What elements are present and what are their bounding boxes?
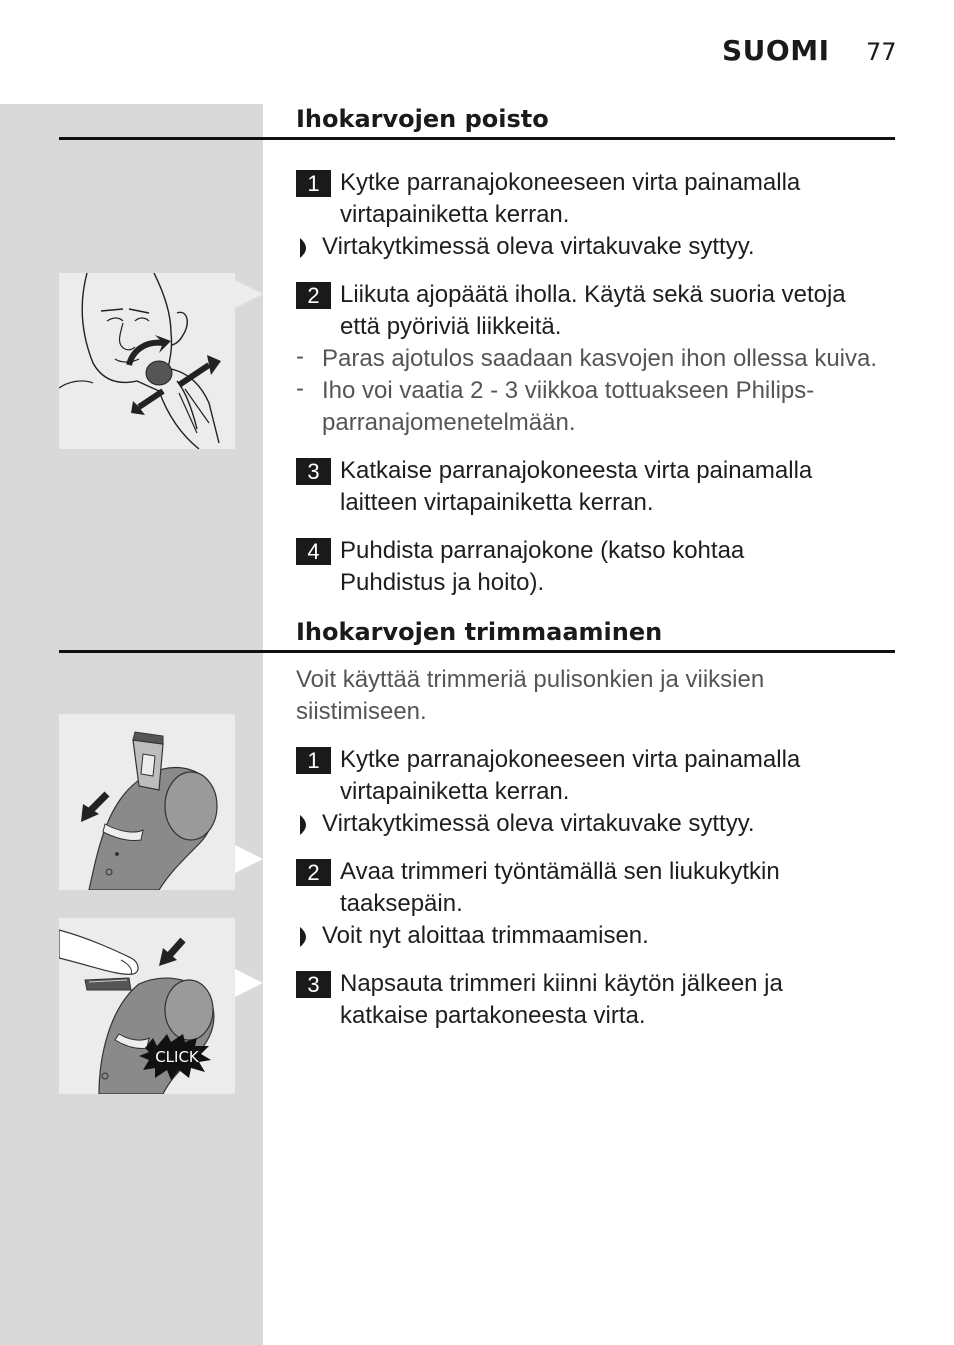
shaving-face-illustration bbox=[59, 273, 235, 449]
tip-text: Paras ajotulos saadaan kasvojen ihon ollessa kuiva. bbox=[322, 345, 878, 372]
illustration-pointer bbox=[235, 280, 263, 308]
step-number: 3 bbox=[296, 458, 331, 485]
tip-dash: - bbox=[296, 343, 304, 370]
intro-text: Voit käyttää trimmeriä pulisonkien ja viiksien siistimiseen. bbox=[296, 666, 765, 725]
result-arrow-icon bbox=[298, 927, 312, 947]
result-arrow-icon bbox=[298, 238, 312, 258]
section-title-trimming: Ihokarvojen trimmaaminen bbox=[296, 618, 663, 646]
click-label: CLICK bbox=[155, 1048, 199, 1066]
step-number: 2 bbox=[296, 859, 331, 886]
step-number: 2 bbox=[296, 282, 331, 309]
section-divider bbox=[59, 137, 895, 140]
result-arrow-icon bbox=[298, 815, 312, 835]
step-number: 1 bbox=[296, 747, 331, 774]
step-text: Kytke parranajokoneeseen virta painamalla virtapainiketta kerran. bbox=[340, 746, 801, 805]
section-divider bbox=[59, 650, 895, 653]
result-text: Virtakytkimessä oleva virtakuvake syttyy. bbox=[322, 233, 755, 260]
step-number: 4 bbox=[296, 538, 331, 565]
step-text: Kytke parranajokoneeseen virta painamalla virtapainiketta kerran. bbox=[340, 169, 801, 228]
section-title-shaving: Ihokarvojen poisto bbox=[296, 105, 549, 133]
step-number: 3 bbox=[296, 971, 331, 998]
step-number: 1 bbox=[296, 170, 331, 197]
language-heading: SUOMI bbox=[722, 34, 830, 67]
result-text: Voit nyt aloittaa trimmaamisen. bbox=[322, 922, 649, 949]
illustration-pointer bbox=[235, 845, 263, 873]
step-text: Katkaise parranajokoneesta virta painamalla laitteen virtapainiketta kerran. bbox=[340, 457, 813, 516]
tip-dash: - bbox=[296, 375, 304, 402]
step-text: Puhdista parranajokone (katso kohtaa Puhdistus ja hoito). bbox=[340, 537, 745, 596]
step-text: Liikuta ajopäätä iholla. Käytä sekä suoria vetoja että pyöriviä liikkeitä. bbox=[340, 281, 846, 340]
result-text: Virtakytkimessä oleva virtakuvake syttyy. bbox=[322, 810, 755, 837]
page-number: 77 bbox=[866, 38, 897, 66]
step-text: Napsauta trimmeri kiinni käytön jälkeen ja katkaise partakoneesta virta. bbox=[340, 970, 783, 1029]
step-text: Avaa trimmeri työntämällä sen liukukytkin taaksepäin. bbox=[340, 858, 780, 917]
tip-text: Iho voi vaatia 2 - 3 viikkoa tottuakseen Philips- parranajomenetelmään. bbox=[322, 377, 815, 436]
illustration-pointer bbox=[235, 969, 263, 997]
trimmer-close-illustration bbox=[59, 918, 235, 1094]
trimmer-open-illustration bbox=[59, 714, 235, 890]
